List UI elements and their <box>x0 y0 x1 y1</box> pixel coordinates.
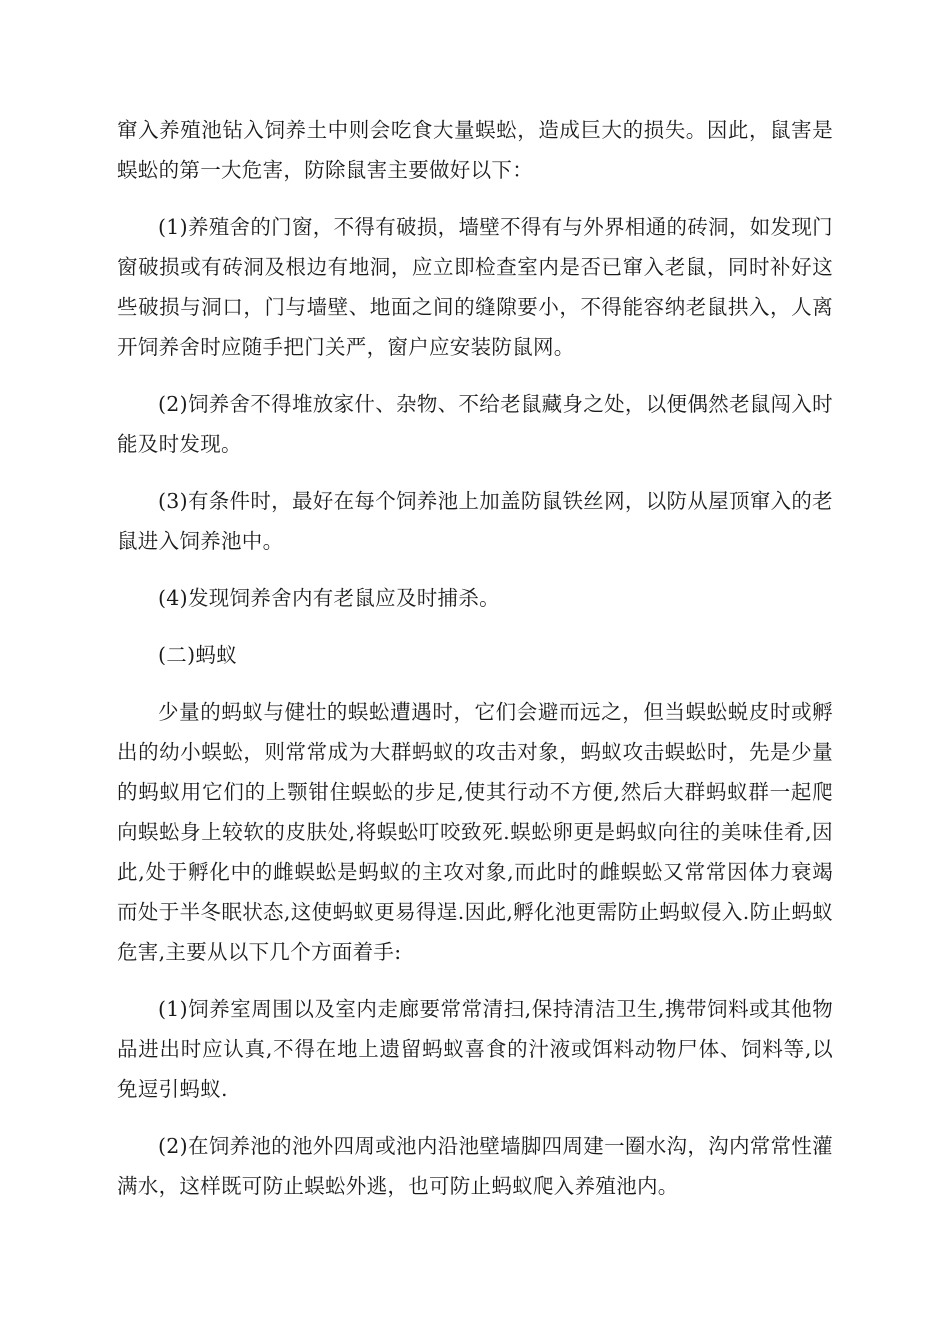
paragraph-rat-measure-4: (4)发现饲养舍内有老鼠应及时捕杀。 <box>158 586 500 610</box>
paragraph-rat-measure-3: (3)有条件时，最好在每个饲养池上加盖防鼠铁丝网，以防从屋顶窜入的老鼠进入饲养池中。 <box>117 489 833 553</box>
paragraph-rat-measure-2: (2)饲养舍不得堆放家什、杂物、不给老鼠藏身之处，以便偶然老鼠闯入时能及时发现。 <box>117 392 833 456</box>
section-heading-ants: (二)蚂蚁 <box>158 643 237 667</box>
paragraph-rat-measure-1: (1)养殖舍的门窗，不得有破损，墙壁不得有与外界相通的砖洞，如发现门窗破损或有砖洞及根边有地洞，应立即检查室内是否已窜入老鼠，同时补好这些破损与洞口，门与墙壁、地面之间的缝隙要小，不得能容纳老鼠拱入，人离开饲养舍时应随手把门关严，窗户应安装防鼠网。 <box>117 215 833 359</box>
document-body <box>117 110 833 1223</box>
paragraph-rat-damage-intro: 窜入养殖池钻入饲养土中则会吃食大量蜈蚣，造成巨大的损失。因此，鼠害是蜈蚣的第一大危害，防除鼠害主要做好以下： <box>117 118 833 182</box>
paragraph-ant-damage-intro: 少量的蚂蚁与健壮的蜈蚣遭遇时，它们会避而远之，但当蜈蚣蜕皮时或孵出的幼小蜈蚣，则常常成为大群蚂蚁的攻击对象，蚂蚁攻击蜈蚣时，先是少量的蚂蚁用它们的上颚钳住蜈蚣的步足,使其行动不方便,然后大群蚂蚁群一起爬向蜈蚣身上较软的皮肤处,将蜈蚣叮咬致死.蜈蚣卵更是蚂蚁向往的美味佳肴,因此,处于孵化中的雌蜈蚣是蚂蚁的主攻对象,而此时的雌蜈蚣又常常因体力衰竭而处于半冬眠状态,这使蚂蚁更易得逞.因此,孵化池更需防止蚂蚁侵入.防止蚂蚁危害,主要从以下几个方面着手: <box>117 700 833 964</box>
paragraph-ant-measure-2: (2)在饲养池的池外四周或池内沿池壁墙脚四周建一圈水沟，沟内常常性灌满水，这样既可防止蜈蚣外逃，也可防止蚂蚁爬入养殖池内。 <box>117 1134 833 1198</box>
paragraph-ant-measure-1: (1)饲养室周围以及室内走廊要常常清扫,保持清洁卫生,携带饲料或其他物品进出时应认真,不得在地上遗留蚂蚁喜食的汁液或饵料动物尸体、饲料等,以免逗引蚂蚁. <box>117 997 833 1101</box>
